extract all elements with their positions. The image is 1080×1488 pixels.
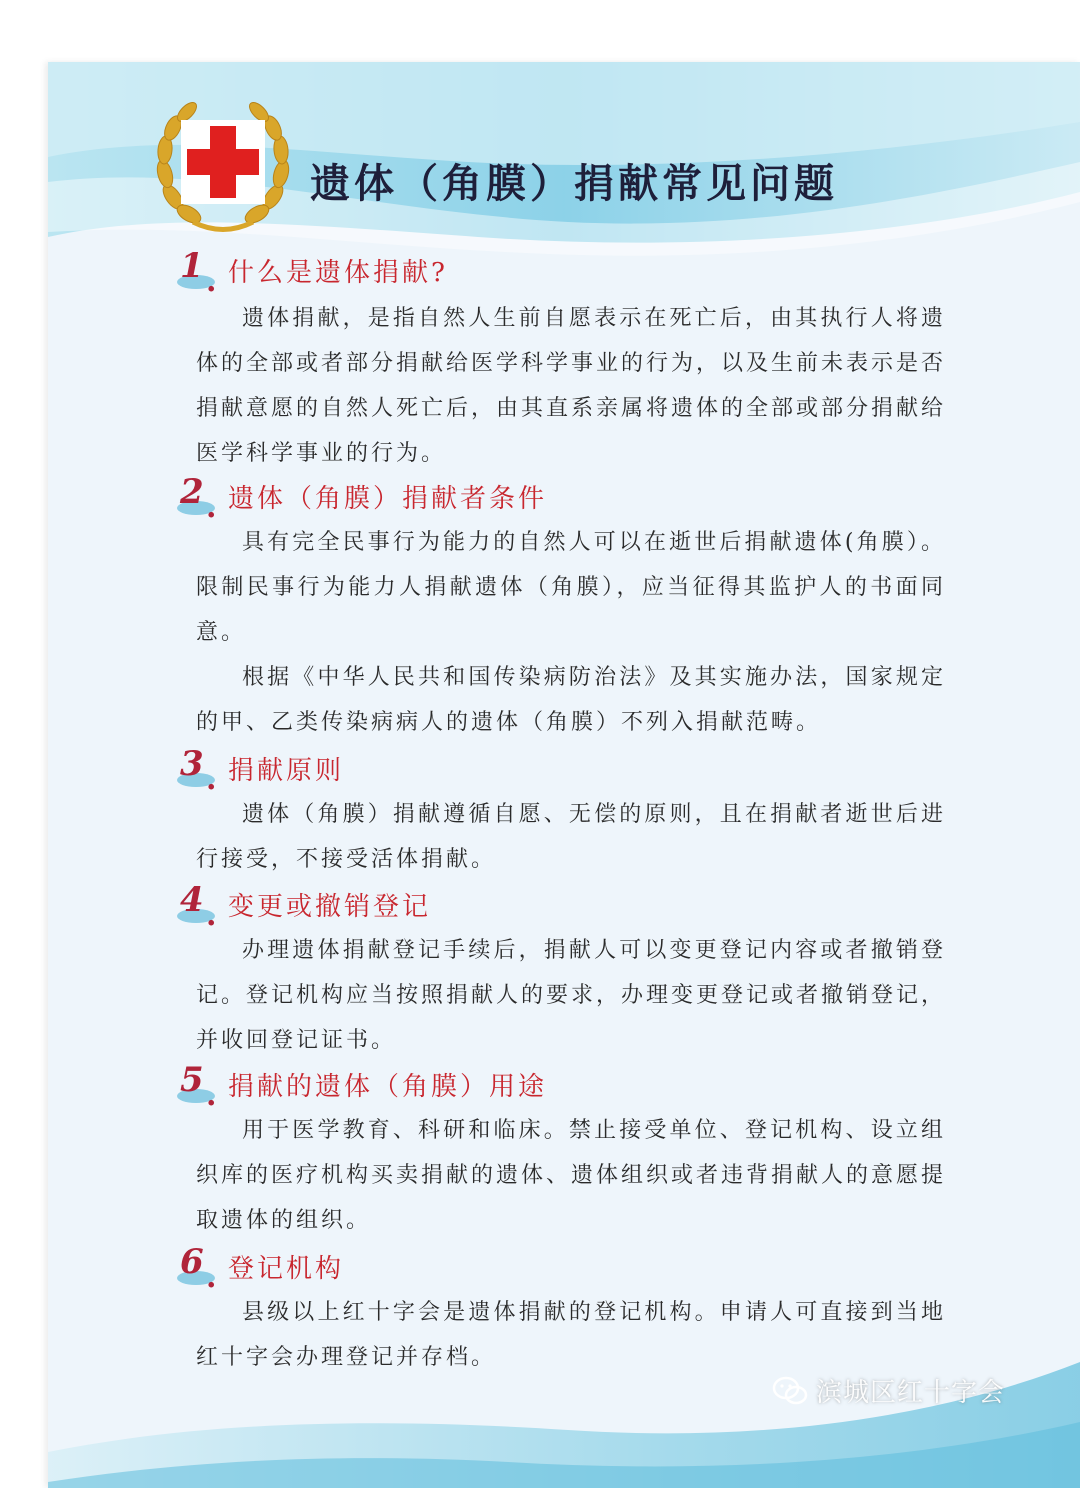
number-badge: 5 . <box>176 1064 224 1108</box>
number-badge: 2 . <box>176 476 224 520</box>
section-title: 变更或撤销登记 <box>228 892 432 922</box>
section-heading <box>48 1060 1080 1113</box>
wechat-watermark <box>772 1372 1005 1409</box>
section-heading <box>48 880 1080 933</box>
section-title: 捐献的遗体（角膜）用途 <box>228 1072 548 1102</box>
section-5 <box>48 1060 1080 1243</box>
paragraph: 遗体捐献，是指自然人生前自愿表示在死亡后，由其执行人将遗体的全部或者部分捐献给医学科学事业的行为，以及生前未表示是否捐献意愿的自然人死亡后，由其直系亲属将遗体的全部或部分捐献给医学科学事业的行为。 <box>196 306 947 466</box>
section-heading <box>48 246 1080 299</box>
section-4 <box>48 880 1080 1063</box>
number-badge: 3 . <box>176 748 224 792</box>
watermark-text: 滨城区红十字会 <box>816 1378 1006 1408</box>
section-number: 3 <box>180 744 204 784</box>
page-title: 遗体（角膜）捐献常见问题 <box>310 161 838 207</box>
section-title: 捐献原则 <box>228 756 345 786</box>
section-number: 6 <box>180 1242 204 1282</box>
laurel-wreath-icon <box>153 102 293 237</box>
number-badge: 4 . <box>176 884 224 928</box>
section-title: 什么是遗体捐献? <box>228 258 448 288</box>
section-number: 5 <box>180 1060 204 1100</box>
section-heading <box>48 1242 1080 1295</box>
paragraph: 用于医学教育、科研和临床。禁止接受单位、登记机构、设立组织库的医疗机构买卖捐献的遗体、遗体组织或者违背捐献人的意愿提取遗体的组织。 <box>196 1118 947 1233</box>
section-1 <box>48 246 1080 476</box>
number-badge: 6 . <box>176 1246 224 1290</box>
wechat-icon <box>772 1376 808 1406</box>
section-number: 2 <box>180 472 204 512</box>
red-cross-emblem <box>153 102 293 237</box>
paragraph: 办理遗体捐献登记手续后，捐献人可以变更登记内容或者撤销登记。登记机构应当按照捐献人的要求，办理变更登记或者撤销登记，并收回登记证书。 <box>196 938 947 1053</box>
section-6 <box>48 1242 1080 1380</box>
section-title: 遗体（角膜）捐献者条件 <box>228 484 548 514</box>
paragraph: 县级以上红十字会是遗体捐献的登记机构。申请人可直接到当地红十字会办理登记并存档。 <box>196 1300 946 1370</box>
section-3 <box>48 744 1080 882</box>
number-badge: 1 . <box>176 250 224 294</box>
document-page <box>48 62 1080 1488</box>
section-heading <box>48 744 1080 797</box>
section-number: 1 <box>180 246 204 286</box>
section-title: 登记机构 <box>228 1254 345 1284</box>
paragraph: 具有完全民事行为能力的自然人可以在逝世后捐献遗体(角膜）。限制民事行为能力人捐献遗体（角膜），应当征得其监护人的书面同意。 <box>196 530 946 645</box>
section-heading <box>48 472 1080 525</box>
paragraph: 根据《中华人民共和国传染病防治法》及其实施办法，国家规定的甲、乙类传染病病人的遗体（角膜）不列入捐献范畴。 <box>196 665 946 735</box>
paragraph: 遗体（角膜）捐献遵循自愿、无偿的原则，且在捐献者逝世后进行接受，不接受活体捐献。 <box>196 802 946 872</box>
section-2 <box>48 472 1080 745</box>
section-number: 4 <box>180 880 204 920</box>
